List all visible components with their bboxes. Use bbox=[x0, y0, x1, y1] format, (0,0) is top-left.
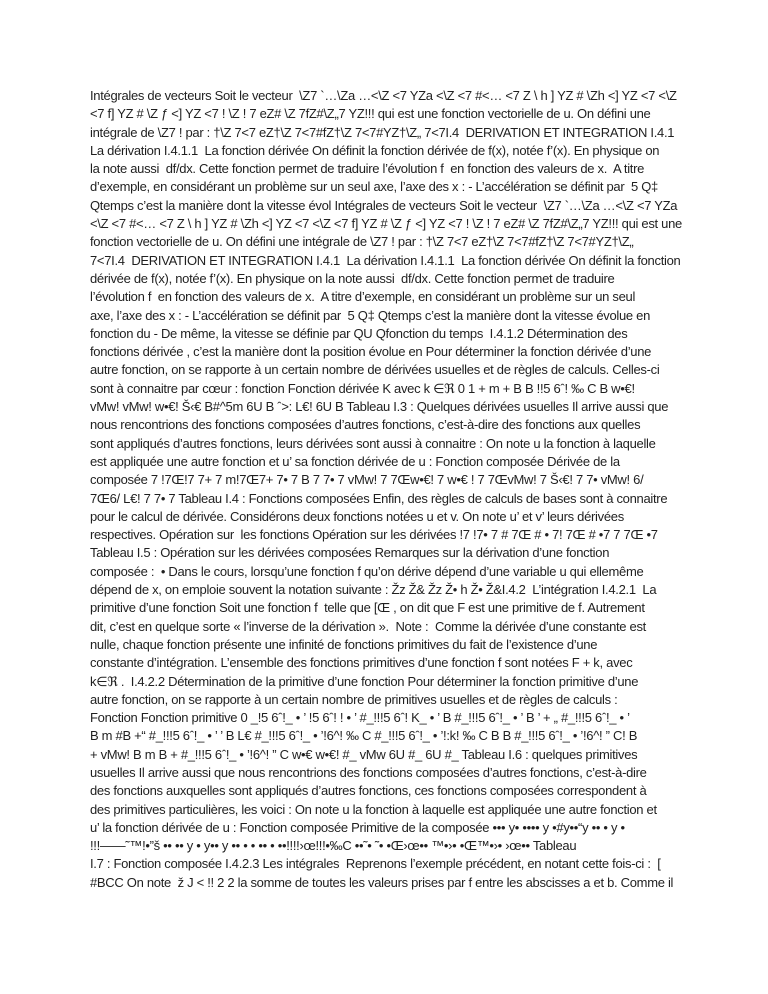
text-line: nulle, chaque fonction présente une infinité de fonctions primitives du fait de l’existence d’une bbox=[90, 636, 598, 652]
text-line: des primitives particulières, les voici : On note u la fonction à laquelle est appliquée une autre fonction et bbox=[90, 801, 657, 817]
text-line: u’ la fonction dérivée de u : Fonction composée Primitive de la composée ••• y• •••• y •#y••“y •• • y • bbox=[90, 819, 625, 835]
text-line: #BCC On note ž J < !! 2 2 la somme de toutes les valeurs prises par f entre les abscisses a et b. Comme il bbox=[90, 874, 674, 890]
text-line: d’exemple, en considérant un problème sur un seul axe, l’axe des x : - L’accélération se définit par 5 Q‡ bbox=[90, 179, 658, 195]
text-line: Tableau I.5 : Opération sur les dérivées composées Remarques sur la dérivation d’une fonction bbox=[90, 545, 610, 561]
text-line: est appliquée une autre fonction et u’ sa fonction dérivée de u : Fonction composée Dérivée de la bbox=[90, 453, 620, 469]
text-line: <\Z <7 #<… <7 Z \ h ] YZ # \Zh <] YZ <7 <\Z <7 f] YZ # \Z ƒ <] YZ <7 ! \Z ! 7 eZ# \Z 7fZ#\Z„7 YZ!!! qui est une bbox=[90, 216, 682, 232]
text-line: fonction vectorielle de u. On défini une intégrale de \Z7 ! par : †\Z 7<7 eZ†\Z 7<7#fZ†\Z 7<7#YZ†\Z„ bbox=[90, 234, 634, 250]
text-line: Fonction Fonction primitive 0 _!5 6ˆ!_ • ’ !5 6ˆ! ! • ’ #_!!!5 6ˆ! K_ • ’ B #_!!!5 6ˆ!_ • ’ B ’ + „ #_!!!5 6ˆ!_ • ’ bbox=[90, 710, 630, 726]
text-line: + vMw! B m B + #_!!!5 6ˆ!_ • ’!6^! ” C w•€ w•€! #_ vMw 6U #_ 6U #_ Tableau I.6 : quelques primitives bbox=[90, 746, 638, 762]
text-line: primitive d’une fonction Soit une fonction f telle que [Œ , on dit que F est une primitive de f. Autrement bbox=[90, 600, 645, 616]
text-line: 7Œ6/ L€! 7 7• 7 Tableau I.4 : Fonctions composées Enfin, des règles de calculs de bases sont à connaitre bbox=[90, 490, 668, 506]
text-line: B m #B +“ #_!!!5 6ˆ!_ • ’ ’ B L€ #_!!!5 6ˆ!_ • ’!6^! ‰ C #_!!!5 6ˆ!_ • ’!:k! ‰ C B B #_!!!5 6ˆ!_ • ’!6^! ” C! B bbox=[90, 728, 638, 744]
text-line: !!!——˜™!•”š •• •• y • y•• y •• • • •• • ••!!!!›œ!!!•‰C ••˜• ˜• •Œ›œ•• ™•›• •Œ™•›• ›œ•• Tableau bbox=[90, 838, 577, 854]
document-text bbox=[90, 87, 690, 892]
text-line: dérivée de f(x), notée f’(x). En physique on la note aussi df/dx. Cette fonction permet de traduire bbox=[90, 270, 615, 286]
text-line: 7<7I.4 DERIVATION ET INTEGRATION I.4.1 La dérivation I.4.1.1 La fonction dérivée On définit la fonction bbox=[90, 252, 681, 268]
text-line: l’évolution f en fonction des valeurs de x. A titre d’exemple, en considérant un problème sur un seul bbox=[90, 289, 636, 305]
text-line: constante d’intégration. L’ensemble des fonctions primitives d’une fonction f sont notées F + k, avec bbox=[90, 655, 633, 671]
text-line: nous rencontrions des fonctions composées d’autres fonctions, c’est-à-dire des fonctions aux quelles bbox=[90, 417, 641, 433]
text-line: I.7 : Fonction composée I.4.2.3 Les intégrales Reprenons l’exemple précédent, en notant cette fois-ci : [ bbox=[90, 856, 661, 872]
text-line: fonctions dérivée , c’est la manière dont la position évolue en Pour déterminer la fonction dérivée d’une bbox=[90, 344, 652, 360]
text-line: axe, l’axe des x : - L’accélération se définit par 5 Q‡ Qtemps c’est la manière dont la vitesse évolue en bbox=[90, 307, 651, 323]
text-line: La dérivation I.4.1.1 La fonction dérivée On définit la fonction dérivée de f(x), notée f’(x). En physique on bbox=[90, 142, 660, 158]
text-line: intégrale de \Z7 ! par : †\Z 7<7 eZ†\Z 7<7#fZ†\Z 7<7#YZ†\Z„ 7<7I.4 DERIVATION ET INTEGRATION I.4.1 bbox=[90, 124, 675, 140]
text-line: autre fonction, on se rapporte à un certain nombre de dérivées usuelles et de règles de calculs. Celles-ci bbox=[90, 362, 660, 378]
text-line: <7 f] YZ # \Z ƒ <] YZ <7 ! \Z ! 7 eZ# \Z 7fZ#\Z„7 YZ!!! qui est une fonction vectorielle de u. On défini une bbox=[90, 106, 651, 122]
text-line: sont à connaitre par cœur : fonction Fonction dérivée K avec k ∈ℜ 0 1 + m + B B !!5 6ˆ! ‰ C B w•€! bbox=[90, 380, 635, 396]
text-line: la note aussi df/dx. Cette fonction permet de traduire l’évolution f en fonction des valeurs de x. A titre bbox=[90, 161, 645, 177]
text-line: dépend de x, on emploie souvent la notation suivante : Žz Ž& Žz Ž• h Ž• Ž&I.4.2 L’intégration I.4.2.1 La bbox=[90, 582, 657, 598]
text-line: Intégrales de vecteurs Soit le vecteur \Z7 `…\Za …<\Z <7 YZa <\Z <7 #<… <7 Z \ h ] YZ # \Zh <] YZ <7 <\Z bbox=[90, 88, 677, 103]
text-line: respectives. Opération sur les fonctions Opération sur les dérivées !7 !7• 7 # 7Œ # • 7! 7Œ # •7 7 7Œ •7 bbox=[90, 527, 658, 543]
text-line: autre fonction, on se rapporte à un certain nombre de primitives usuelles et de règles de calculs : bbox=[90, 691, 618, 707]
text-line: usuelles Il arrive aussi que nous rencontrions des fonctions composées d’autres fonctions, c’est-à-dire bbox=[90, 764, 647, 780]
text-line: sont appliqués d’autres fonctions, leurs dérivées sont aussi à connaitre : On note u la fonction à laquelle bbox=[90, 435, 656, 451]
text-line: k∈ℜ . I.4.2.2 Détermination de la primitive d’une fonction Pour déterminer la fonction primitive d’une bbox=[90, 673, 639, 689]
text-line: des fonctions auxquelles sont appliqués d’autres fonctions, ces fonctions composées correspondent à bbox=[90, 783, 647, 799]
text-line: fonction du - De même, la vitesse se définie par QU Qfonction du temps I.4.1.2 Détermination des bbox=[90, 325, 628, 341]
text-line: dit, c’est en quelque sorte « l’inverse de la dérivation ». Note : Comme la dérivée d’une constante est bbox=[90, 618, 646, 634]
text-line: composée 7 !7Œ!7 7+ 7 m!7Œ7+ 7• 7 B 7 7• 7 vMw! 7 7Œw•€! 7 w•€ ! 7 7ŒvMw! 7 Š‹€! 7 7• vMw! 6/ bbox=[90, 472, 644, 488]
text-line: Qtemps c’est la manière dont la vitesse évol Intégrales de vecteurs Soit le vecteur \Z7 `…\Za …<\Z <7 YZa bbox=[90, 197, 678, 213]
text-line: pour le calcul de dérivée. Considérons deux fonctions notées u et v. On note u’ et v’ leurs dérivées bbox=[90, 508, 624, 524]
text-line: composée : • Dans le cours, lorsqu’une fonction f qu’on dérive dépend d’une variable u qui ellemême bbox=[90, 563, 644, 579]
text-line: vMw! vMw! w•€! Š‹€ B#^5m 6U B ˆ>: L€! 6U B Tableau I.3 : Quelques dérivées usuelles Il arrive aussi que bbox=[90, 399, 669, 415]
